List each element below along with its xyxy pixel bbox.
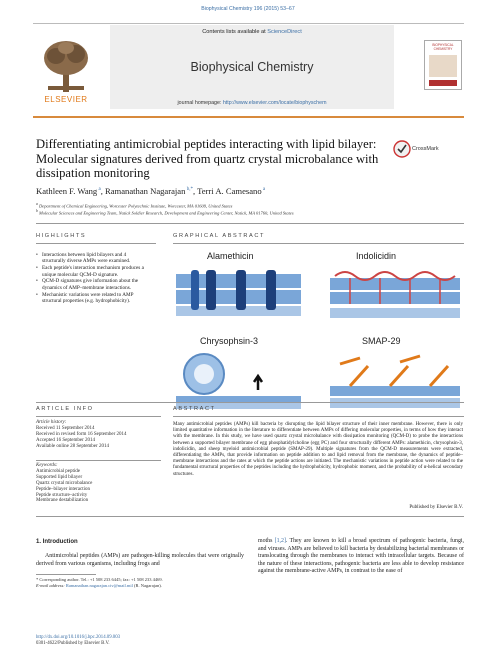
divider [36,223,464,224]
highlight-item: • QCM-D signatures give information about the dynamics of AMP–membrane interactions. [36,278,146,291]
sciencedirect-link[interactable]: ScienceDirect [267,29,302,35]
affiliation-sup: b [36,209,38,213]
keyword: Supported lipid bilayer [36,474,83,480]
keywords-label: Keywords: [36,463,58,468]
ga-chrysophsin-illustration [176,350,301,410]
author-separator: , [192,186,198,196]
cover-band [429,80,457,86]
keyword: Membrane destabilization [36,498,89,504]
keyword: Quartz crystal microbalance [36,480,93,486]
ga-label-chrysophsin: Chrysophsin-3 [200,336,259,346]
highlight-item: • Interactions between lipid bilayers and 4 structurally diverse AMPs were examined. [36,252,146,265]
keyword: Peptide structure–activity [36,492,88,498]
homepage-link[interactable]: http://www.elsevier.com/locate/biophyschem [222,100,327,106]
crossmark-icon[interactable] [393,140,411,158]
author-name[interactable]: Ramanathan Nagarajan [105,186,186,196]
doi-link[interactable]: http://dx.doi.org/10.1016/j.bpc.2014.09.003 [36,635,120,640]
author-name[interactable]: Terri A. Camesano [197,186,262,196]
author-affil-sup[interactable]: a [261,187,266,193]
ga-label-indolicidin: Indolicidin [356,251,397,261]
elsevier-tree-logo [40,38,92,94]
email-link[interactable]: Ramanathan.nagarajan.civ@mail.mil [65,583,133,588]
ga-smap-illustration [330,350,460,410]
history-label: Article history: [36,420,67,425]
highlight-item: • Each peptide's interaction mechanism produces a unique molecular QCM-D signature. [36,265,146,278]
history-item: Received 11 September 2014 [36,425,95,431]
divider [173,243,464,244]
history-item: Received in revised form 16 September 2014 [36,431,127,437]
email-label: E-mail address: [36,583,66,588]
affiliation-sup: a [36,202,38,206]
keywords-block [36,463,161,504]
affiliation-text: Department of Chemical Engineering, Worcester Polytechnic Institute, Worcester, MA 01609, United States [37,203,233,209]
author-affil-sup[interactable]: b,* [185,187,193,193]
intro-text: moths [258,538,275,544]
publisher-logo-text: ELSEVIER [44,95,88,104]
ga-label-smap: SMAP-29 [362,336,401,346]
affiliation [36,209,456,216]
footnote-email [36,583,236,588]
highlights-heading: HIGHLIGHTS [36,233,87,239]
author-name[interactable]: Kathleen F. Wang [36,186,98,196]
divider [36,460,161,461]
issn-text: 0301-4622/Published by Elsevier B.V. [36,640,110,646]
history-item: Available online 28 September 2014 [36,443,109,449]
highlights-list [36,252,146,305]
keyword: Antimicrobial peptide [36,468,81,474]
abstract-heading: ABSTRACT [173,406,216,412]
history-item: Accepted 16 September 2014 [36,437,96,443]
ga-alamethicin-illustration [176,268,301,320]
affiliation-text: Molecular Sciences and Engineering Team, Natick Soldier Research, Development and Engineering Center, Natick, MA 01760, United States [37,210,294,216]
author-list [36,186,265,196]
footnote-rule [36,574,96,575]
journal-homepage [110,100,394,106]
ga-indolicidin-illustration [330,268,460,320]
doi-block [36,635,120,646]
introduction-heading: 1. Introduction [36,539,78,545]
cover-title: BIOPHYSICAL CHEMISTRY [432,43,454,51]
author-separator: , [100,186,106,196]
email-suffix: (R. Nagarajan). [132,583,162,588]
abstract-text: Many antimicrobial peptides (AMPs) kill bacteria by disrupting the lipid bilayer structure of their inner membrane. However, there is only limited quantitative information in the literature to differentiate between AMPs of differing molecular properties, in terms of how they interact with the membrane. In this study, we have used quartz crystal microbalance with dissipation monitoring (QCM-D) to probe the interactions between a supported bilayer membrane of egg phosphatidylcholine (egg PC) and four structurally different AMPs: alamethicin, chrysophsin-3, indolicidin, and sheep myeloid antimicrobial peptide (SMAP-29). Multiple signatures from the QCM-D measurements were extracted, differentiating the AMPs, that provide information on peptide addition to and lipid removal from the membrane, the dynamics of peptide–membrane interactions and the rates at which the peptide actions are initiated. The mechanistic variations in peptide action were related to the fundamental structural properties of the peptides including the hydrophobicity, hydrophobic moment, and the probability of α-helical secondary structures. [173,422,463,477]
article-history [36,420,161,450]
journal-title[interactable]: Biophysical Chemistry [190,60,314,74]
title-line: dissipation monitoring [36,166,150,180]
introduction-left-paragraph: Antimicrobial peptides (AMPs) are pathogen-killing molecules that were originally derived from various organisms, including frogs and [36,553,244,567]
divider [36,416,161,417]
highlight-item: • Mechanistic variations were related to AMP structural properties (e.g. hydrophobicity). [36,292,146,305]
cover-image [429,55,457,77]
graphical-abstract-heading: GRAPHICAL ABSTRACT [173,233,266,239]
divider [36,402,464,403]
affiliation [36,202,456,209]
contents-line [110,29,394,35]
divider [173,416,464,417]
title-line: Molecular signatures derived from quartz crystal microbalance with [36,151,379,166]
crossmark-label[interactable]: CrossMark [412,146,439,152]
footnote-corresponding: * Corresponding author. Tel.: +1 508 233 6445; fax: +1 508 233 4469. [36,577,163,582]
introduction-right-paragraph [258,538,464,576]
intro-text: . They are known to kill a broad spectrum of pathogenic bacteria, fungi, and viruses. AMPs are believed to kill bacteria by destabilizing bacterial membranes or translocating through the membranes to interact with intracellular targets. Because of the nature of these interactions, pathogenic bacteria are less able to develop resistance against the membrane-active AMPs, in contrast to the ease of [258,538,464,575]
citation-link[interactable]: [1,2] [274,538,286,544]
ga-label-alamethicin: Alamethicin [207,251,254,261]
article-info-heading: ARTICLE INFO [36,406,94,412]
title-line: Differentiating antimicrobial peptides interacting with lipid bilayer: [36,137,377,151]
contents-prefix: Contents lists available at [202,29,268,35]
journal-citation[interactable]: Biophysical Chemistry 196 (2015) 53–67 [201,6,295,12]
journal-cover-thumbnail[interactable] [424,40,462,90]
keyword: Peptide–bilayer interaction [36,486,91,492]
divider [36,243,156,244]
divider [36,516,464,517]
article-title [36,137,396,181]
homepage-prefix: journal homepage: [177,100,223,106]
abstract-copyright: Published by Elsevier B.V. [409,505,463,510]
author-affil-sup[interactable]: a [97,187,101,193]
